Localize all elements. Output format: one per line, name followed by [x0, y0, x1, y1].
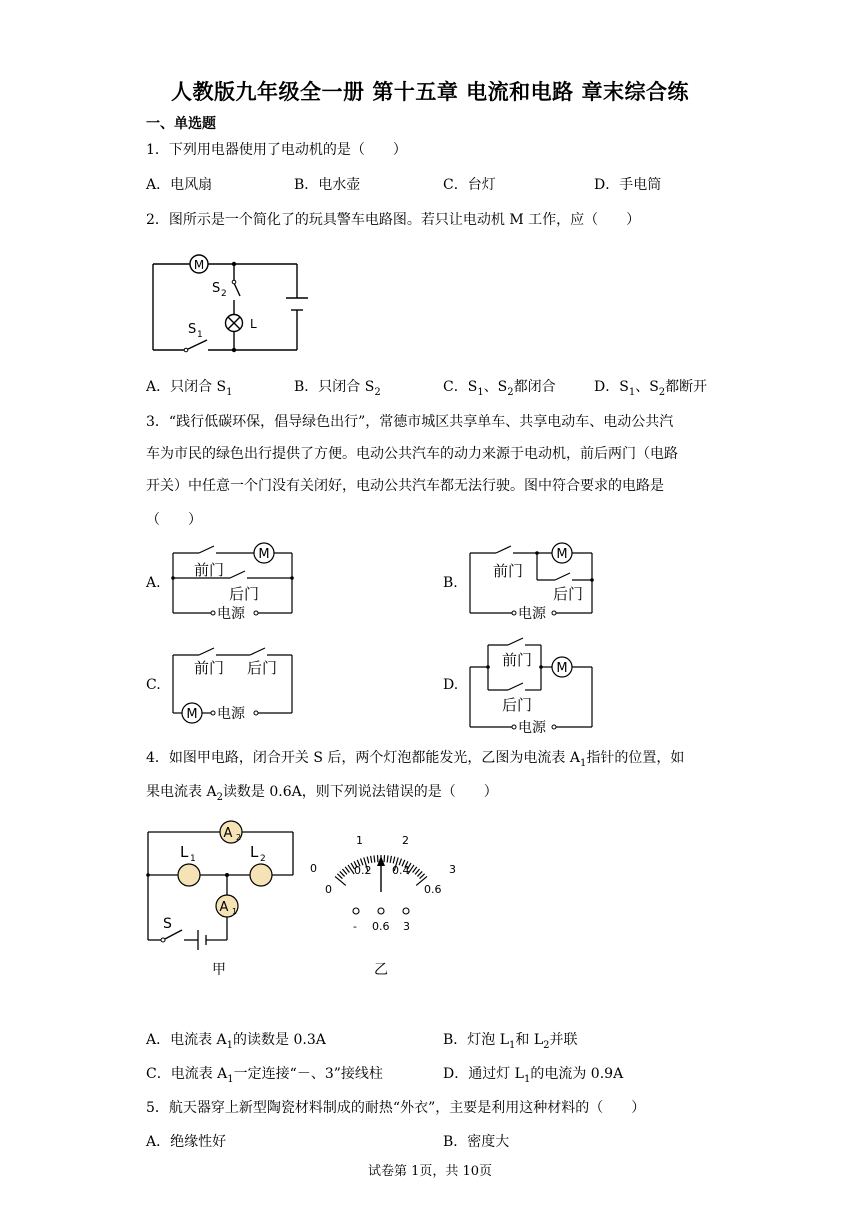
q3b-motor-label: M — [556, 547, 568, 562]
q2-motor-label: M — [193, 258, 205, 272]
question-4-line-1: 4．如图甲电路，闭合开关 S 后，两个灯泡都能发光，乙图为电流表 $A_1$指针的位置，如 — [146, 750, 685, 769]
yi-terminal-06: 0.6 — [372, 920, 390, 933]
jia-switch-label: S — [163, 916, 172, 932]
yi-terminal-3: 3 — [403, 920, 410, 933]
dial-tick — [340, 871, 345, 876]
dial-tick — [420, 874, 425, 879]
section-heading: 一、单选题 — [146, 116, 216, 132]
dial-tick — [337, 874, 342, 879]
q3a-back-door: 后门 — [229, 585, 260, 603]
jia-a2-sub: 2 — [236, 833, 242, 842]
jia-caption: 甲 — [212, 962, 226, 978]
page-footer: 试卷第 1页，共 10页 — [367, 1164, 493, 1179]
jia-a2-label: A — [223, 826, 233, 841]
question-3-line-2: 车为市民的绿色出行提供了方便。电动公共汽车的动力来源于电动机，前后两门（电路 — [146, 446, 678, 462]
q3d-motor-label: M — [556, 661, 568, 676]
dial-tick — [390, 856, 391, 863]
yi-caption: 乙 — [374, 962, 388, 978]
q3-option-b-label: B. — [443, 575, 458, 591]
jia-l1-sub: 1 — [190, 854, 196, 864]
jia-l2-label: L — [250, 843, 259, 861]
dial-tick — [387, 855, 388, 862]
q2-option-d: D．$S_1$、$S_2$都断开 — [594, 379, 708, 398]
q5-option-b: B．密度大 — [443, 1134, 510, 1150]
jia-a1-sub: 1 — [232, 907, 238, 916]
q3c-power: 电源 — [217, 706, 245, 722]
q3a-motor-label: M — [258, 547, 270, 562]
dial-tick — [371, 856, 372, 863]
dial-tick — [345, 867, 349, 873]
q3-option-d-label: D. — [443, 677, 459, 693]
q4-option-d: D．通过灯 $L_1$的电流为 0.9A — [443, 1066, 624, 1085]
jia-l2-sub: 2 — [260, 854, 266, 864]
q3d-back-door: 后门 — [502, 696, 533, 714]
q2-option-c: C．$S_1$、$S_2$都闭合 — [443, 379, 556, 398]
q2-s2-label: S — [212, 281, 221, 296]
question-2-stem: 2．图所示是一个简化了的玩具警车电路图。若只让电动机 M 工作，应（ ） — [146, 212, 641, 228]
question-3-line-1: 3．“践行低碳环保，倡导绿色出行”，常德市城区共享单车、共享电动车、电动公共汽 — [146, 414, 674, 430]
q3d-front-door: 前门 — [502, 651, 533, 669]
page-title: 人教版九年级全一册 第十五章 电流和电路 章末综合练 — [171, 80, 689, 104]
q2-option-a: A．只闭合 $S_1$ — [146, 379, 233, 398]
q3a-power: 电源 — [217, 606, 245, 622]
yi-lower-tick-1: 0.2 — [354, 864, 372, 877]
q4-option-c: C．电流表 $A_1$一定连接“－、3”接线柱 — [146, 1066, 383, 1085]
q3c-back-door: 后门 — [247, 659, 278, 677]
yi-upper-tick-3: 3 — [449, 863, 456, 876]
q1-option-a: A．电风扇 — [146, 177, 213, 193]
q3b-power: 电源 — [518, 606, 546, 622]
q2-lamp-label: L — [250, 317, 257, 331]
q2-option-b: B．只闭合 $S_2$ — [294, 379, 381, 398]
yi-lower-tick-0: 0 — [325, 883, 332, 896]
q3-option-a-label: A. — [146, 575, 161, 591]
question-3-line-3: 开关）中任意一个门没有关闭好，电动公共汽车都无法行驶。图中符合要求的电路是 — [146, 478, 664, 494]
question-3-line-4: （ ） — [146, 512, 202, 528]
q2-s1-label: S — [188, 322, 197, 337]
q3b-front-door: 前门 — [493, 562, 524, 580]
q3c-motor-label: M — [186, 707, 198, 722]
dial-tick — [374, 855, 375, 862]
q3d-power: 电源 — [518, 720, 546, 736]
q1-option-d: D．手电筒 — [594, 177, 662, 193]
q3c-front-door: 前门 — [194, 659, 225, 677]
q5-option-a: A．绝缘性好 — [146, 1134, 227, 1150]
q4-option-b: B．灯泡 $L_1$和 $L_2$并联 — [443, 1032, 578, 1051]
yi-lower-tick-2: 0.4 — [392, 864, 410, 877]
q3-option-c-label: C. — [146, 677, 161, 693]
question-4-line-2: 果电流表 $A_2$读数是 0.6A，则下列说法错误的是（ ） — [146, 784, 498, 803]
q3b-back-door: 后门 — [553, 585, 584, 603]
yi-upper-tick-0: 0 — [310, 862, 317, 875]
yi-upper-tick-2: 2 — [402, 834, 409, 847]
q2-s1-sub: 1 — [197, 330, 203, 340]
q1-option-b: B．电水壶 — [294, 177, 361, 193]
q2-s2-sub: 2 — [221, 289, 227, 299]
dial-tick — [417, 871, 422, 876]
q3a-front-door: 前门 — [194, 561, 225, 579]
yi-upper-tick-1: 1 — [356, 834, 363, 847]
q1-option-c: C．台灯 — [443, 177, 496, 193]
question-5-stem: 5．航天器穿上新型陶瓷材料制成的耐热“外衣”，主要是利用这种材料的（ ） — [146, 1100, 646, 1116]
yi-terminal-minus: - — [353, 920, 357, 933]
dial-tick — [415, 869, 420, 874]
dial-tick — [335, 876, 346, 885]
question-1-stem: 1．下列用电器使用了电动机的是（ ） — [146, 142, 407, 158]
dial-tick — [367, 857, 369, 864]
yi-lower-tick-3: 0.6 — [424, 883, 442, 896]
jia-l1-label: L — [180, 843, 189, 861]
dial-tick — [413, 867, 417, 873]
q4-option-a: A．电流表 $A_1$的读数是 0.3A — [146, 1032, 326, 1051]
jia-a1-label: A — [219, 900, 229, 915]
dial-tick — [393, 857, 395, 864]
dial-tick — [342, 869, 347, 874]
